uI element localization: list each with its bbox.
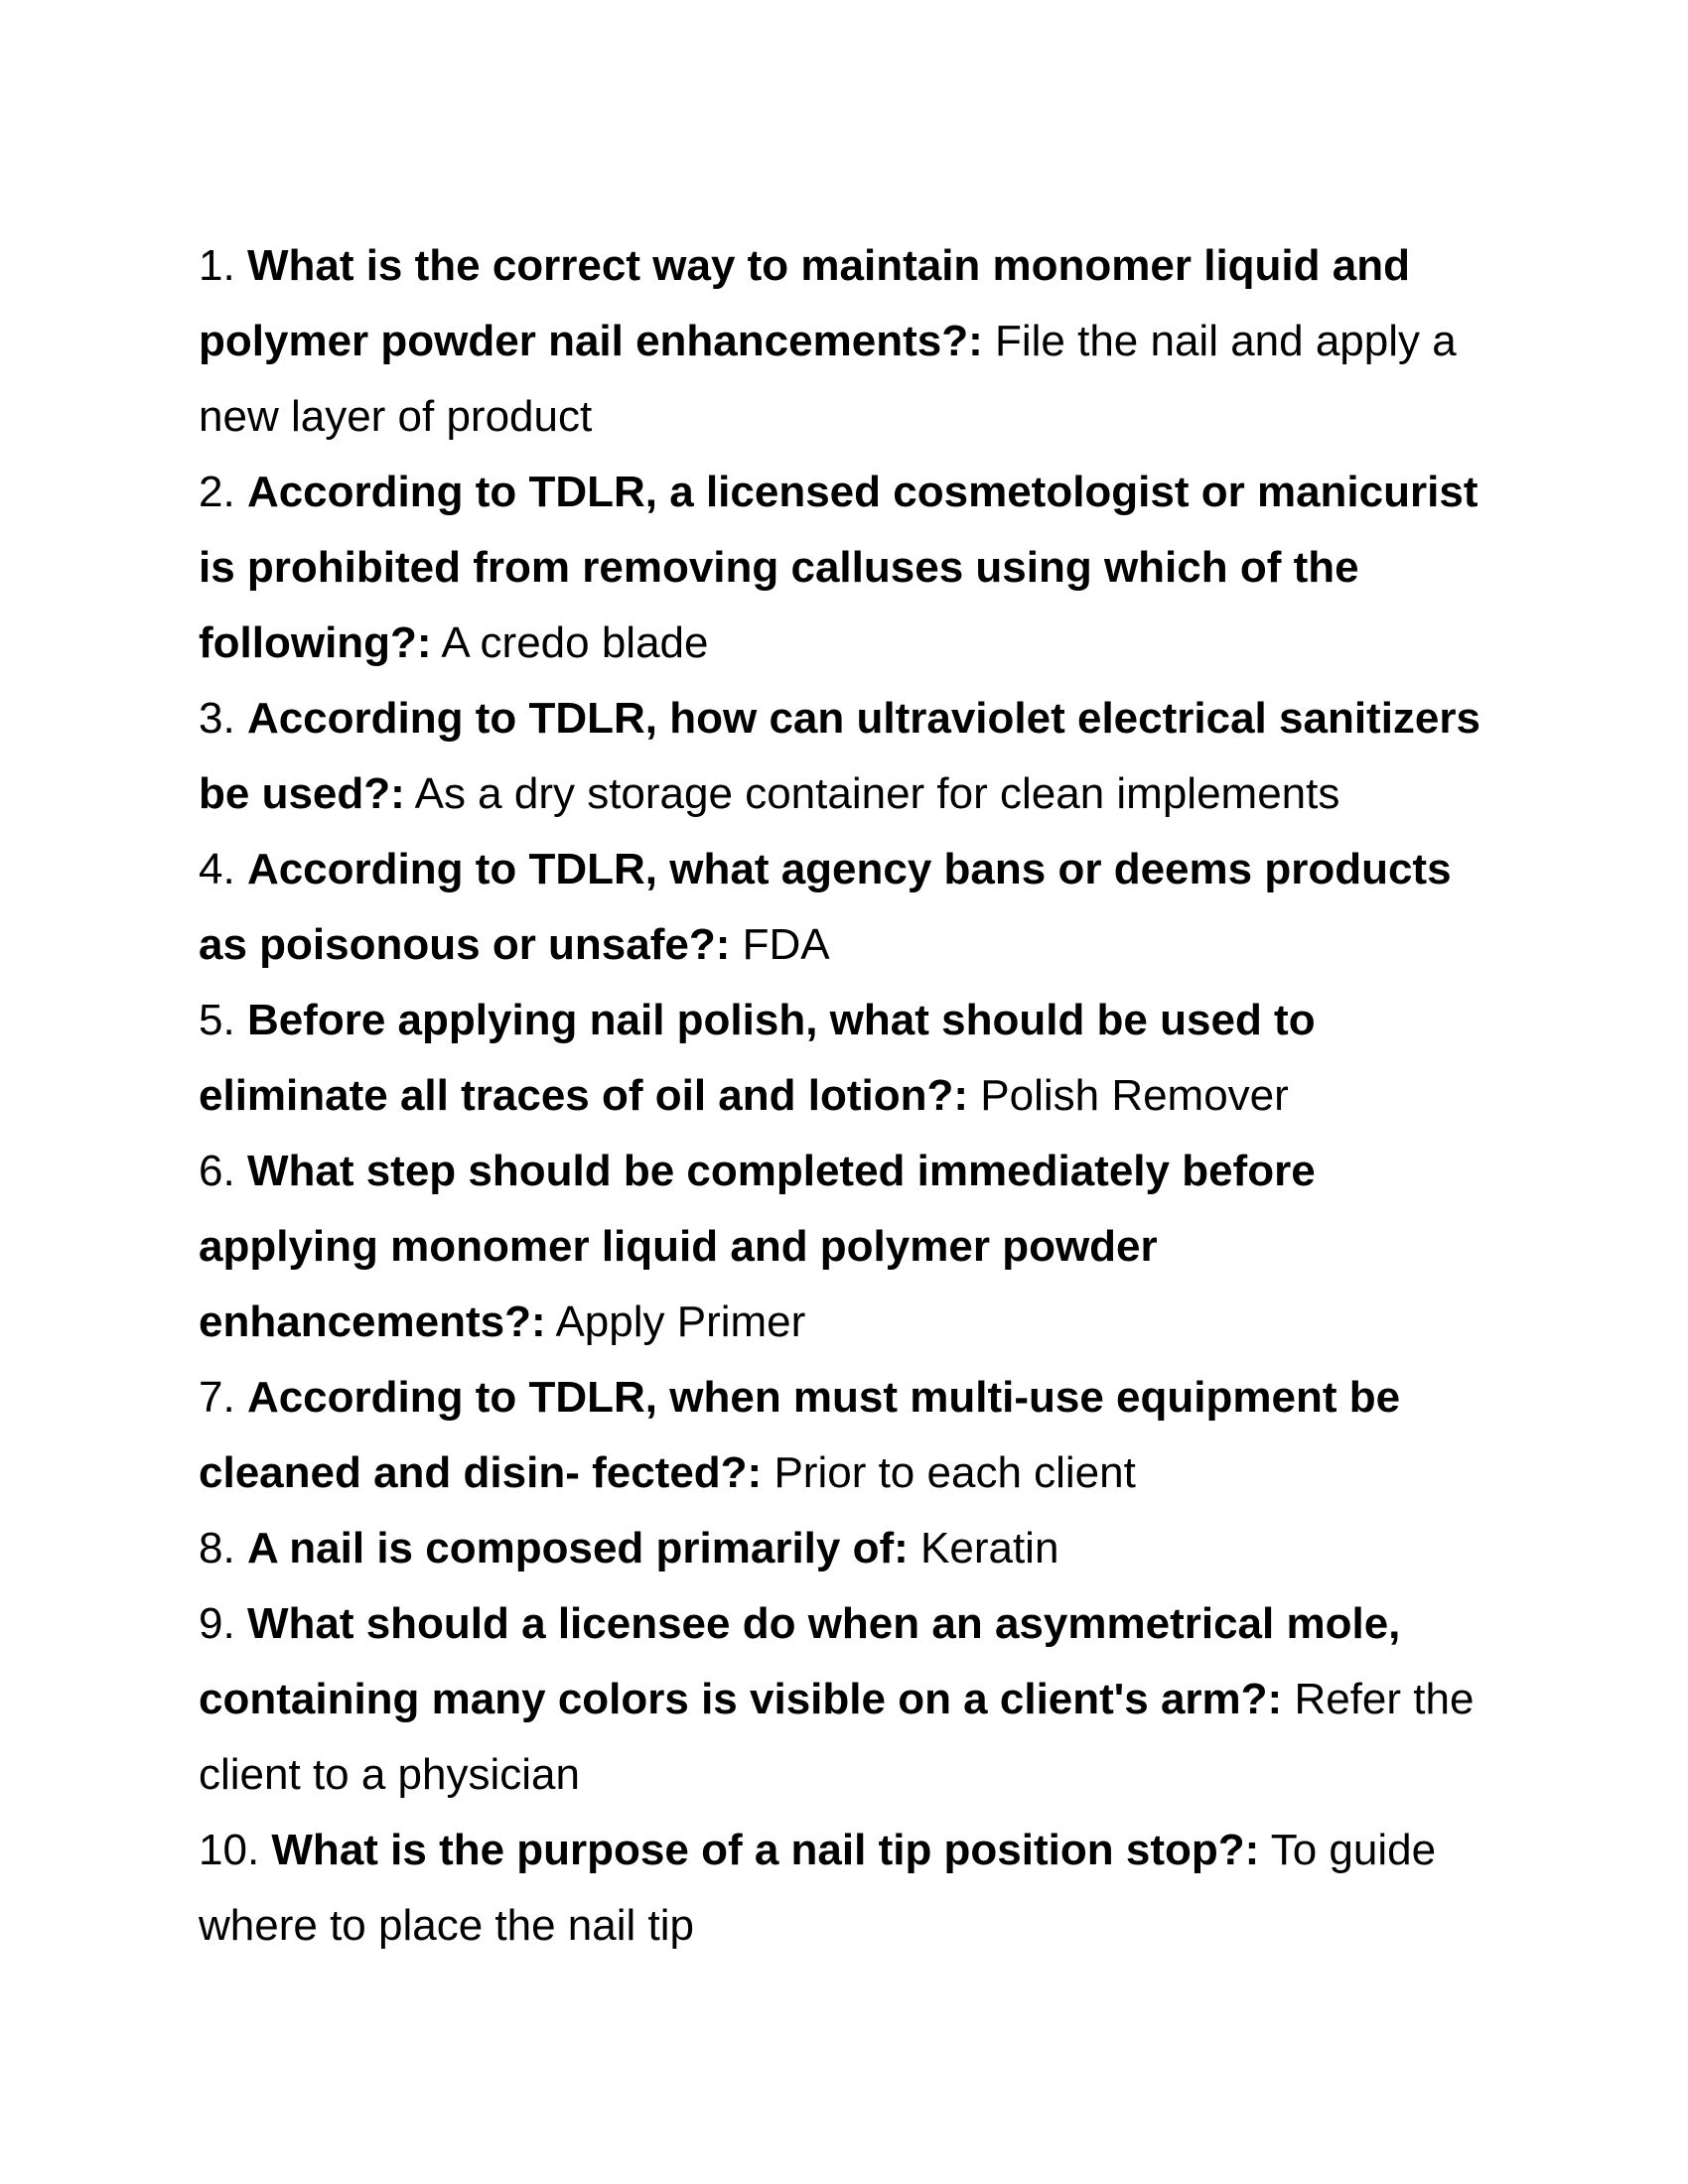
qa-item-2 bbox=[199, 455, 1489, 681]
qa-answer: Prior to each client bbox=[774, 1448, 1136, 1497]
qa-number: 9. bbox=[199, 1599, 235, 1648]
qa-item-1 bbox=[199, 228, 1489, 455]
qa-number: 5. bbox=[199, 996, 235, 1044]
qa-number: 2. bbox=[199, 468, 235, 516]
qa-number: 8. bbox=[199, 1524, 235, 1572]
qa-question: According to TDLR, a licensed cosmetologist or manicurist is prohibited from removing calluses using which of the following?: bbox=[199, 468, 1478, 667]
qa-item-6 bbox=[199, 1134, 1489, 1360]
qa-answer: Refer the client to a physician bbox=[199, 1675, 1475, 1799]
qa-question: According to TDLR, how can ultraviolet electrical sanitizers be used?: bbox=[199, 694, 1480, 818]
qa-number: 4. bbox=[199, 845, 235, 893]
qa-answer: File the nail and apply a new layer of product bbox=[199, 317, 1457, 441]
qa-number: 10. bbox=[199, 1826, 260, 1874]
qa-question: What is the purpose of a nail tip position stop?: bbox=[271, 1826, 1260, 1874]
question-answer-list bbox=[199, 228, 1489, 1964]
qa-number: 7. bbox=[199, 1373, 235, 1422]
qa-question: A nail is composed primarily of: bbox=[246, 1524, 909, 1572]
qa-answer: Keratin bbox=[920, 1524, 1059, 1572]
qa-number: 1. bbox=[199, 241, 235, 290]
qa-number: 6. bbox=[199, 1147, 235, 1195]
qa-question: According to TDLR, what agency bans or deems products as poisonous or unsafe?: bbox=[199, 845, 1452, 969]
qa-number: 3. bbox=[199, 694, 235, 743]
qa-item-8 bbox=[199, 1511, 1489, 1586]
qa-answer: As a dry storage container for clean implements bbox=[414, 769, 1340, 818]
qa-answer: Apply Primer bbox=[555, 1297, 806, 1346]
qa-question: What should a licensee do when an asymmetrical mole, containing many colors is visible on a client's arm?: bbox=[199, 1599, 1401, 1723]
qa-item-10 bbox=[199, 1813, 1489, 1964]
qa-answer: Polish Remover bbox=[980, 1071, 1289, 1120]
qa-item-3 bbox=[199, 681, 1489, 832]
qa-answer: A credo blade bbox=[441, 618, 709, 667]
qa-question: What step should be completed immediately before applying monomer liquid and polymer powder enhancements?: bbox=[199, 1147, 1316, 1346]
qa-question: What is the correct way to maintain monomer liquid and polymer powder nail enhancements?: bbox=[199, 241, 1410, 365]
qa-question: According to TDLR, when must multi-use equipment be cleaned and disin- fected?: bbox=[199, 1373, 1401, 1497]
qa-answer: FDA bbox=[742, 920, 830, 969]
qa-item-5 bbox=[199, 983, 1489, 1134]
qa-item-7 bbox=[199, 1360, 1489, 1511]
qa-item-9 bbox=[199, 1586, 1489, 1813]
qa-question: Before applying nail polish, what should be used to eliminate all traces of oil and lotion?: bbox=[199, 996, 1316, 1120]
qa-answer: To guide where to place the nail tip bbox=[199, 1826, 1437, 1950]
qa-item-4 bbox=[199, 832, 1489, 983]
